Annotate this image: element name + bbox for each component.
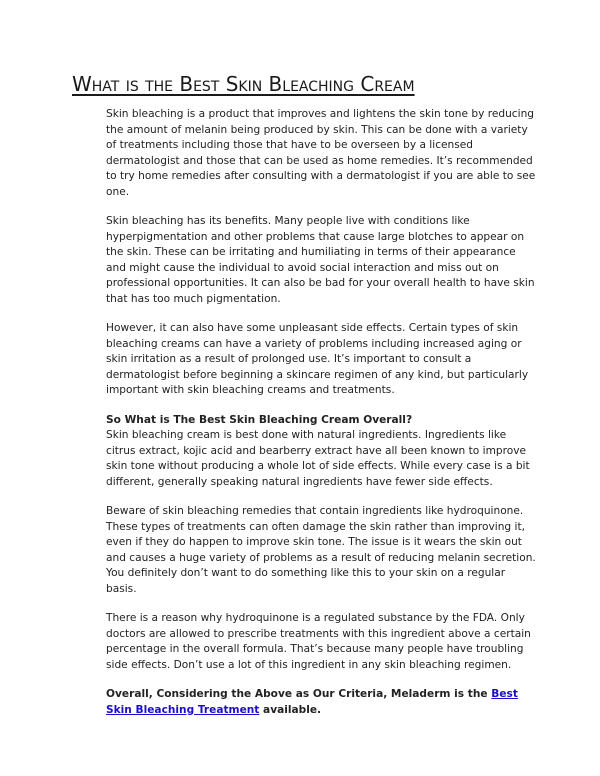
article-body	[106, 107, 536, 732]
intro-paragraph: Skin bleaching is a product that improves and lightens the skin tone by reducing the amount of melanin being produced by skin. This can be done with a variety of treatments including those that have to be overseen by a licensed dermatologist and those that can be used as home remedies. It’s recommended to try home remedies after consulting with a dermatologist if you are able to see one.	[106, 108, 536, 198]
fda-regulation-paragraph: There is a reason why hydroquinone is a regulated substance by the FDA. Only doctors are allowed to prescribe treatments with this ingredient above a certain percentage in the overall formula. That’s because many people have troubling side effects. Don’t use a lot of this ingredient in any skin bleaching regimen.	[106, 612, 531, 671]
conclusion-suffix: available.	[259, 703, 322, 716]
hydroquinone-warning-paragraph: Beware of skin bleaching remedies that contain ingredients like hydroquinone. These types of treatments can often damage the skin rather than improving it, even if they do happen to improve skin tone. The issue is it wears the skin out and causes a huge variety of problems as a result of reducing melanin secretion. You definitely don’t want to do something like this to your skin on a regular basis.	[106, 505, 536, 595]
benefits-paragraph: Skin bleaching has its benefits. Many people live with conditions like hyperpigmentation and other problems that cause large blotches to appear on the skin. These can be irritating and humiliating in terms of their appearance and might cause the individual to avoid social interaction and miss out on professional opportunities. It can also be bad for your overall health to have skin that has too much pigmentation.	[106, 215, 535, 305]
page-title: What is the Best Skin Bleaching Cream	[72, 72, 415, 96]
section-heading: So What is The Best Skin Bleaching Cream Overall?	[106, 413, 413, 426]
side-effects-paragraph: However, it can also have some unpleasant side effects. Certain types of skin bleaching creams can have a variety of problems including increased aging or skin irritation as a result of prolonged use. It’s important to consult a dermatologist before beginning a skincare regimen of any kind, but particularly important with skin bleaching creams and treatments.	[106, 322, 529, 396]
conclusion-paragraph	[106, 687, 536, 718]
best-treatment-link[interactable]: Best Skin Bleaching Treatment	[106, 688, 518, 716]
conclusion-prefix: Overall, Considering the Above as Our Criteria, Meladerm is the	[106, 688, 492, 700]
natural-ingredients-paragraph: Skin bleaching cream is best done with natural ingredients. Ingredients like citrus extract, kojic acid and bearberry extract have all been known to improve skin tone without producing a whole lot of side effects. While every case is a bit different, generally speaking natural ingredients have fewer side effects.	[106, 429, 530, 488]
